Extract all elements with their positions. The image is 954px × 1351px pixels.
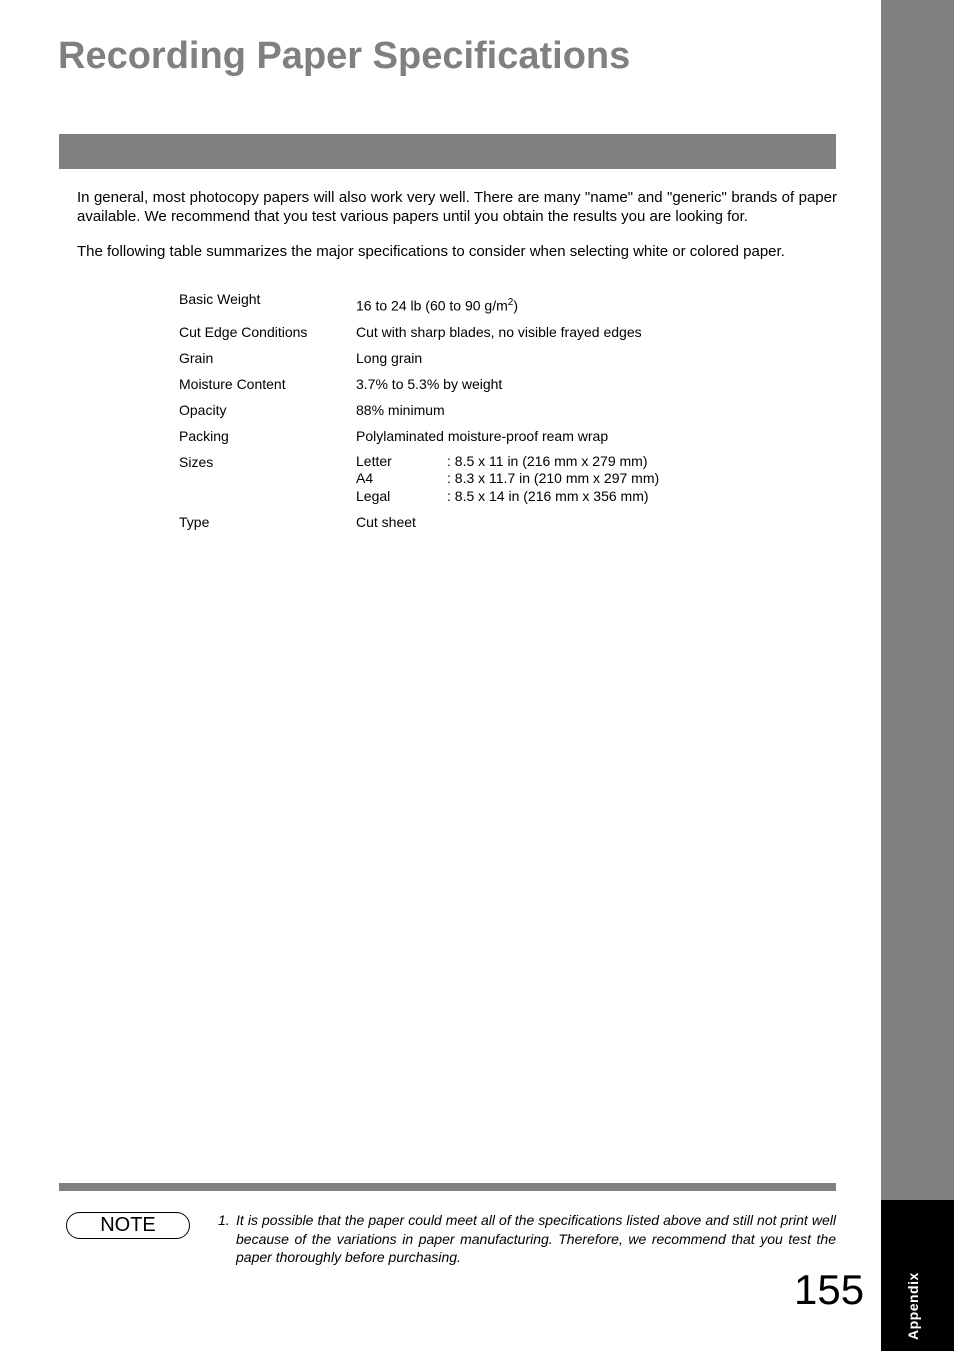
spec-label: Opacity bbox=[179, 401, 227, 418]
spec-row-packing bbox=[179, 427, 739, 445]
intro-paragraph: In general, most photocopy papers will also work very well. There are many "name" and "generic" brands of paper available. We recommend that you test various papers until you obtain the results you are looking for. bbox=[77, 189, 837, 225]
spec-value: Polylaminated moisture-proof ream wrap bbox=[356, 427, 609, 444]
spec-table bbox=[179, 290, 739, 539]
spec-label: Packing bbox=[179, 427, 229, 444]
section-header-bar bbox=[59, 134, 836, 169]
note-text bbox=[218, 1211, 836, 1267]
note-body: It is possible that the paper could meet all of the specifications listed above and still not print well because of the variations in paper manufacturing. Therefore, we recommend that you test the paper thoroughly before purchasing. bbox=[236, 1212, 836, 1265]
spec-label: Sizes bbox=[179, 453, 214, 470]
note-badge: NOTE bbox=[66, 1212, 190, 1239]
spec-value: Cut sheet bbox=[356, 514, 416, 531]
size-line: Legal : 8.5 x 14 in (216 mm x 356 mm) bbox=[356, 487, 649, 504]
spec-value: 3.7% to 5.3% by weight bbox=[356, 375, 503, 392]
size-line: Letter : 8.5 x 11 in (216 mm x 279 mm) bbox=[356, 452, 648, 469]
spec-row-moisture bbox=[179, 375, 739, 393]
note-divider-bar bbox=[59, 1183, 836, 1191]
note-number: 1. bbox=[218, 1212, 230, 1228]
spec-label: Moisture Content bbox=[179, 375, 286, 392]
spec-value: 88% minimum bbox=[356, 401, 445, 418]
spec-row-cut-edge bbox=[179, 323, 739, 341]
side-tab bbox=[881, 0, 954, 1351]
spec-label: Cut Edge Conditions bbox=[179, 323, 308, 340]
spec-label: Type bbox=[179, 514, 210, 531]
spec-row-sizes bbox=[179, 453, 739, 506]
spec-label: Basic Weight bbox=[179, 291, 261, 307]
spec-row-type bbox=[179, 513, 739, 531]
size-line: A4 : 8.3 x 11.7 in (210 mm x 297 mm) bbox=[356, 470, 660, 487]
page-number: 155 bbox=[794, 1266, 865, 1313]
spec-row-grain bbox=[179, 349, 739, 367]
spec-row-basic-weight bbox=[179, 290, 739, 315]
summary-paragraph: The following table summarizes the major specifications to consider when selecting white or colored paper. bbox=[77, 243, 785, 260]
spec-value: 16 to 24 lb (60 to 90 $g/m^2$) bbox=[356, 297, 518, 314]
spec-label: Grain bbox=[179, 349, 214, 366]
spec-value: Long grain bbox=[356, 349, 423, 366]
spec-value: Cut with sharp blades, no visible frayed edges bbox=[356, 323, 642, 340]
spec-row-opacity bbox=[179, 401, 739, 419]
spec-value bbox=[356, 453, 739, 506]
page-title: Recording Paper Specifications bbox=[58, 35, 631, 77]
side-tab-label: Appendix bbox=[905, 1272, 921, 1340]
